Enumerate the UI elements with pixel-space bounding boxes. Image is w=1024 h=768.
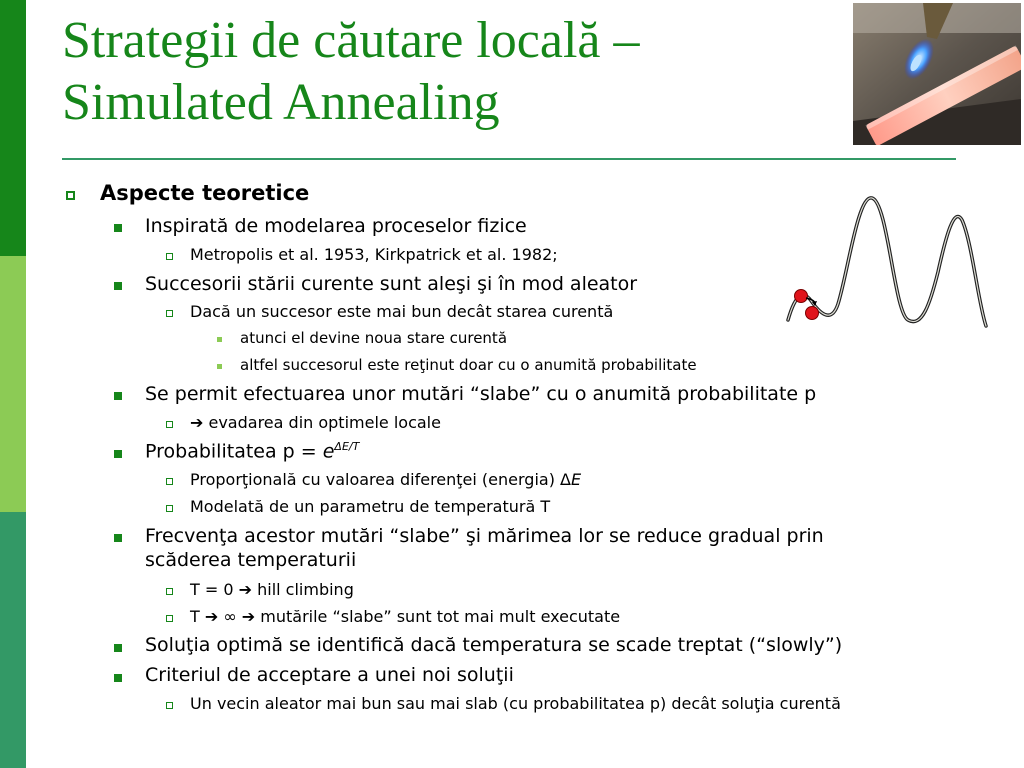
level3-bullet-marker [166,588,173,595]
bullet-inspirata: Inspirată de modelarea proceselor fizice [145,215,527,237]
proportionala-e: E [570,470,582,489]
bullet-evadarea-text: evadarea din optimele locale [203,413,441,432]
level3-bullet-marker [166,702,173,709]
level2-bullet-marker [114,392,122,400]
bullet-mutari-slabe: Se permit efectuarea unor mutări “slabe” cu o anumită probabilitate p [145,383,817,405]
level4-bullet-marker [217,337,222,342]
bullet-metropolis: Metropolis et al. 1953, Kirkpatrick et al. 1982; [190,245,558,264]
bullet-solutia-optima: Soluţia optimă se identifică dacă temperatura se scade treptat (“slowly”) [145,634,843,656]
probabilitatea-prefix: Probabilitatea p = [145,440,323,463]
level2-bullet-marker [114,450,122,458]
bullet-t-zero: T = 0 ➔ hill climbing [190,580,354,599]
bullet-proportionala [190,470,581,489]
level1-bullet-marker [66,191,75,200]
bullet-t-infinit: T ➔ ∞ ➔ mutările “slabe” sunt tot mai mult executate [190,607,621,626]
bullet-probabilitatea [145,440,359,462]
heading-aspecte-teoretice: Aspecte teoretice [100,181,310,205]
bullet-frecventa-line2: scăderea temperaturii [145,549,357,571]
probabilitatea-exponent: ΔE/T [334,440,360,453]
level2-bullet-marker [114,534,122,542]
level4-bullet-marker [217,364,222,369]
bullet-criteriul: Criteriul de acceptare a unei noi soluţii [145,664,514,686]
bullet-frecventa-line1: Frecvenţa acestor mutări “slabe” şi mărimea lor se reduce gradual prin [145,525,824,547]
bullet-altfel: altfel succesorul este reţinut doar cu o anumită probabilitate [240,356,697,374]
bullet-daca-succesor: Dacă un succesor este mai bun decât starea curentă [190,302,614,321]
arrow-icon: ➔ [190,413,204,432]
bullet-atunci: atunci el devine noua stare curentă [240,329,508,347]
level2-bullet-marker [114,674,122,682]
probabilitatea-e: e [322,440,335,463]
level2-bullet-marker [114,282,122,290]
level3-bullet-marker [166,505,173,512]
level3-bullet-marker [166,615,173,622]
proportionala-text: Proporţională cu valoarea diferenţei (energia) Δ [190,470,571,489]
level3-bullet-marker [166,310,173,317]
slide-title-line1: Strategii de căutare locală – [62,12,640,69]
level2-bullet-marker [114,224,122,232]
level3-bullet-marker [166,478,173,485]
bullet-un-vecin: Un vecin aleator mai bun sau mai slab (cu probabilitatea p) decât soluţia curentă [190,694,841,713]
bullet-evadarea [190,413,441,432]
bullet-modelata: Modelată de un parametru de temperatură T [190,497,551,516]
level3-bullet-marker [166,421,173,428]
slide-title-line2: Simulated Annealing [62,74,500,131]
level3-bullet-marker [166,253,173,260]
level2-bullet-marker [114,644,122,652]
bullet-succesorii: Succesorii stării curente sunt aleşi şi în mod aleator [145,273,638,295]
